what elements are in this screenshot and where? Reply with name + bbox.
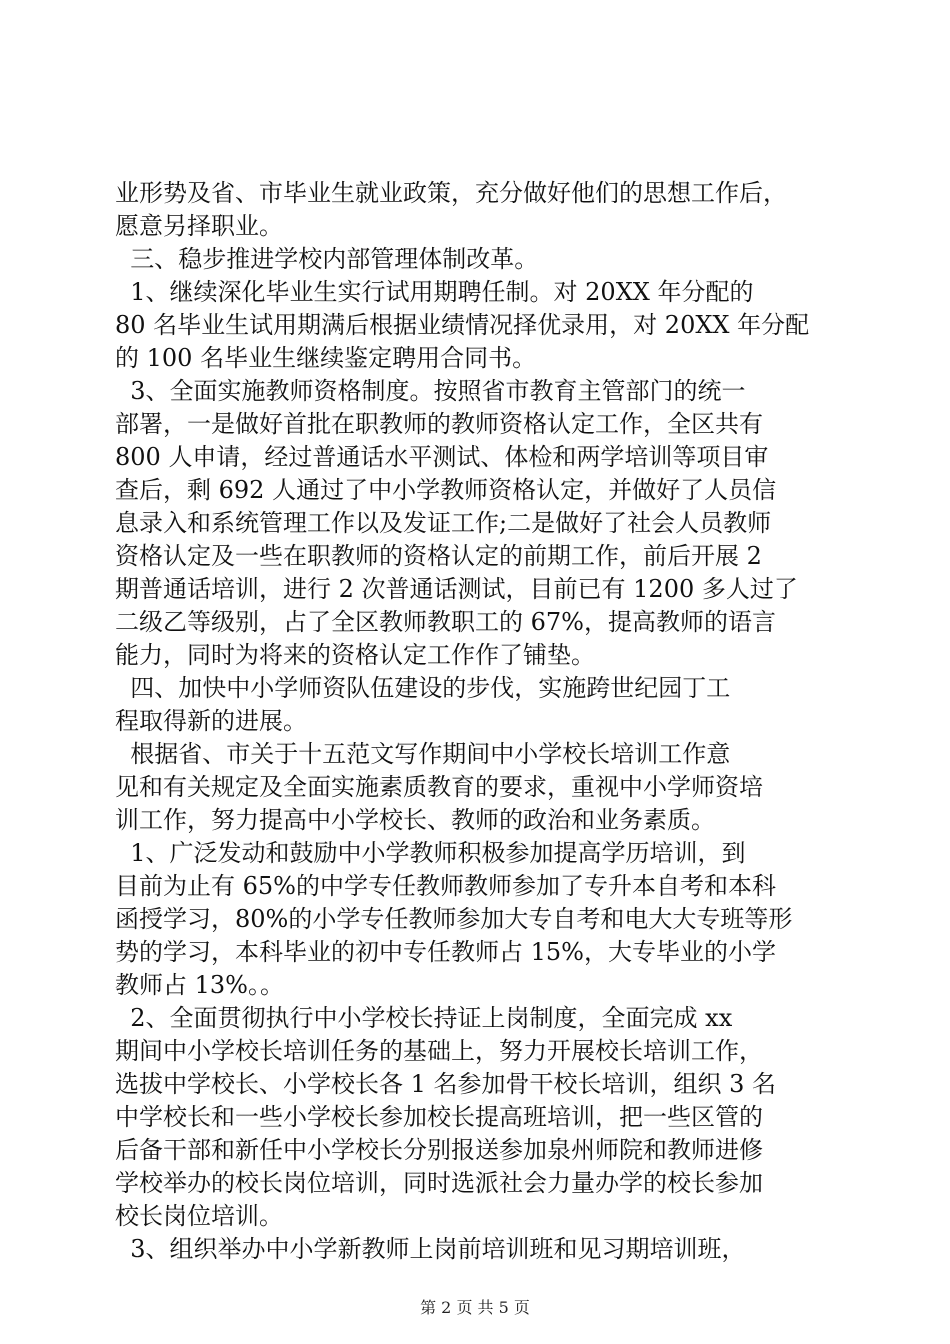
text-line: 期普通话培训，进行 2 次普通话测试，目前已有 1200 多人过了 <box>115 575 798 603</box>
text-line: 选拔中学校长、小学校长各 1 名参加骨干校长培训，组织 3 名 <box>115 1070 777 1098</box>
text-line: 见和有关规定及全面实施素质教育的要求，重视中小学师资培 <box>115 773 763 801</box>
text-line: 3、全面实施教师资格制度。按照省市教育主管部门的统一 <box>115 377 746 405</box>
text-line: 期间中小学校长培训任务的基础上，努力开展校长培训工作， <box>115 1037 763 1065</box>
text-line: 中学校长和一些小学校长参加校长提高班培训，把一些区管的 <box>115 1103 763 1131</box>
text-line: 四、加快中小学师资队伍建设的步伐，实施跨世纪园丁工 <box>115 674 731 702</box>
text-line: 校长岗位培训。 <box>115 1202 283 1230</box>
text-line: 势的学习，本科毕业的初中专任教师占 15%，大专毕业的小学 <box>115 938 776 966</box>
text-line: 资格认定及一些在职教师的资格认定的前期工作，前后开展 2 <box>115 542 762 570</box>
text-line: 2、全面贯彻执行中小学校长持证上岗制度，全面完成 xx <box>115 1004 733 1032</box>
text-line: 800 人申请，经过普通话水平测试、体检和两学培训等项目审 <box>115 443 769 471</box>
text-line: 3、组织举办中小学新教师上岗前培训班和见习期培训班， <box>115 1235 746 1263</box>
text-line: 训工作，努力提高中小学校长、教师的政治和业务素质。 <box>115 806 715 834</box>
text-line: 1、广泛发动和鼓励中小学教师积极参加提高学历培训，到 <box>115 839 746 867</box>
text-line: 愿意另择职业。 <box>115 212 283 240</box>
text-line: 的 100 名毕业生继续鉴定聘用合同书。 <box>115 344 537 372</box>
page-number-footer: 第 2 页 共 5 页 <box>420 1298 530 1317</box>
text-line: 80 名毕业生试用期满后根据业绩情况择优录用，对 20XX 年分配 <box>115 311 810 339</box>
text-line: 能力，同时为将来的资格认定工作作了铺垫。 <box>115 641 595 669</box>
text-line: 教师占 13%。。 <box>115 971 284 999</box>
text-line: 1、继续深化毕业生实行试用期聘任制。对 20XX 年分配的 <box>115 278 754 306</box>
text-line: 息录入和系统管理工作以及发证工作;二是做好了社会人员教师 <box>115 509 772 537</box>
text-line: 根据省、市关于十五范文写作期间中小学校长培训工作意 <box>115 740 731 768</box>
text-line: 二级乙等级别，占了全区教师教职工的 67%，提高教师的语言 <box>115 608 776 636</box>
text-line: 程取得新的进展。 <box>115 707 307 735</box>
text-line: 目前为止有 65%的中学专任教师教师参加了专升本自考和本科 <box>115 872 776 900</box>
document-body <box>115 177 840 1266</box>
text-line: 后备干部和新任中小学校长分别报送参加泉州师院和教师进修 <box>115 1136 763 1164</box>
text-line: 学校举办的校长岗位培训，同时选派社会力量办学的校长参加 <box>115 1169 763 1197</box>
text-line: 部署，一是做好首批在职教师的教师资格认定工作，全区共有 <box>115 410 763 438</box>
text-line: 业形势及省、市毕业生就业政策，充分做好他们的思想工作后， <box>115 179 787 207</box>
text-line: 函授学习，80%的小学专任教师参加大专自考和电大大专班等形 <box>115 905 793 933</box>
text-line: 三、稳步推进学校内部管理体制改革。 <box>115 245 539 273</box>
text-line: 查后，剩 692 人通过了中小学教师资格认定，并做好了人员信 <box>115 476 777 504</box>
